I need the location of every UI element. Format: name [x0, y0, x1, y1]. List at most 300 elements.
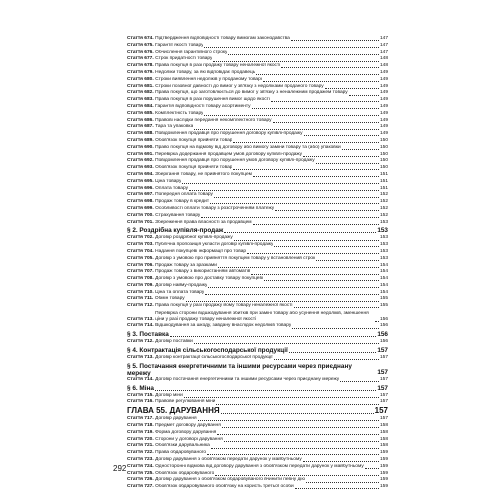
article-title: Договір дарування з обов'язком обдаровуваного вчинити певну дію	[155, 477, 305, 483]
article-title: Предмет договору дарування	[155, 423, 221, 429]
entry-page: 147	[379, 36, 388, 41]
toc-entry	[127, 450, 388, 457]
toc-entry	[127, 131, 388, 138]
article-number: Стаття 720.	[127, 436, 154, 442]
article-title: Договір роздрібної купівлі-продажу	[155, 235, 233, 241]
article-number: Стаття 675.	[127, 42, 154, 48]
toc-entry	[127, 242, 388, 249]
article-number: Стаття 684.	[127, 103, 154, 109]
section-title: § 4. Контрактація сільськогосподарської продукції	[127, 347, 288, 355]
entry-page: 157	[379, 392, 388, 398]
article-title: Повідомлення продавця про порушення умов договору купівлі-продажу	[155, 158, 315, 164]
dot-leader	[316, 163, 379, 164]
entry-page: 157	[379, 399, 388, 405]
article-title: Право покупця на відмову від договору або вимогу заміни товару та (або) упаковки	[155, 144, 341, 150]
toc-entry	[127, 393, 388, 400]
dot-leader	[281, 67, 379, 68]
article-title: Права покупця, що заготовлюється до вимог у зв'язку з неналежним продажем товару	[155, 90, 348, 96]
article-title: Договір поставки	[155, 339, 193, 345]
toc-entry	[127, 269, 388, 276]
article-title: Права покупця в разі продажу товару неналежної якості	[155, 63, 281, 69]
article-title: Попередня оплата товару	[155, 192, 213, 198]
toc-entry	[127, 477, 388, 484]
dot-leader	[222, 427, 379, 428]
article-number: Стаття 703.	[127, 242, 154, 248]
article-number: Стаття 712.	[127, 303, 154, 309]
toc-entry	[127, 399, 388, 406]
article-number: Стаття 690.	[127, 144, 154, 150]
dot-leader	[303, 156, 379, 157]
entry-page: 152	[379, 212, 388, 218]
entry-page: 159	[379, 470, 388, 476]
entry-page: 149	[379, 124, 388, 130]
article-title: Збереження права власності за продавцем	[155, 219, 252, 225]
chapter-page: 157	[374, 406, 388, 416]
dot-leader	[256, 74, 379, 75]
dot-leader	[234, 240, 379, 241]
toc-entry	[127, 283, 388, 290]
entry-page: 149	[379, 131, 388, 137]
entry-page: 152	[379, 205, 388, 211]
article-number: Стаття 714.	[127, 376, 154, 382]
article-number: Стаття 682.	[127, 90, 154, 96]
article-title: Гарантія відповідності товару асортименту	[155, 103, 251, 109]
dot-leader	[247, 253, 379, 254]
toc-entry	[127, 303, 388, 310]
article-title: Договір з умовою про прийняття покупцем товару у встановлений строк	[155, 255, 316, 261]
dot-leader	[233, 142, 379, 143]
article-title: Договір міни	[155, 392, 183, 398]
article-number: Стаття 701.	[127, 219, 154, 225]
toc-entry	[127, 36, 388, 43]
article-title: Надання покупцеві інформації про товар	[155, 248, 247, 254]
article-title: Страхування товару	[155, 212, 201, 218]
toc-entry	[127, 464, 388, 471]
dot-leader	[214, 197, 379, 198]
toc-entry	[127, 77, 388, 84]
article-number: Стаття 706.	[127, 262, 154, 268]
entry-page: 159	[379, 457, 388, 463]
article-title: Строки позовної давності до вимог у зв'язку з недоліками проданого товару	[155, 83, 324, 89]
entry-page: 156	[379, 316, 388, 322]
toc-entry	[127, 90, 388, 97]
article-number: Стаття 717.	[127, 416, 154, 422]
toc-entry	[127, 43, 388, 50]
dot-leader	[273, 122, 379, 123]
toc-entry	[127, 457, 388, 464]
article-title: Права обдаровуваного	[155, 450, 207, 456]
article-number: Стаття 680.	[127, 76, 154, 82]
dot-leader	[170, 336, 377, 337]
dot-leader	[201, 217, 379, 218]
toc-entry	[127, 323, 388, 330]
dot-leader	[216, 404, 379, 405]
dot-leader	[228, 54, 379, 55]
article-number: Стаття 725.	[127, 470, 154, 476]
article-title: Обов'язок покупця прийняти товар	[155, 137, 233, 143]
toc-entry	[127, 437, 388, 444]
toc-entry	[127, 84, 388, 91]
article-number: Стаття 714.	[127, 323, 154, 329]
entry-page: 155	[379, 296, 388, 302]
article-number: Стаття 721.	[127, 443, 154, 449]
toc-entry	[127, 138, 388, 145]
article-title: Перевірка сторони відшкодування збитків при заміні товару або усунення недоліків, зменшення ціни у разі продажу товару неналежної якості	[155, 311, 369, 323]
dot-leader	[274, 359, 379, 360]
dot-leader	[275, 210, 379, 211]
article-title: Комплектність товару	[155, 110, 204, 116]
dot-leader	[295, 488, 379, 489]
toc-entry	[127, 179, 388, 186]
entry-page: 147	[379, 42, 388, 48]
dot-leader	[291, 40, 379, 41]
article-number: Стаття 679.	[127, 69, 154, 75]
toc-entry	[127, 124, 388, 131]
entry-page: 156	[379, 323, 388, 329]
entry-page: 159	[379, 463, 388, 469]
entry-page: 149	[379, 117, 388, 123]
article-title: Оплата товару	[155, 185, 188, 191]
article-title: Права покупця у разі продажу йому товару неналежної якості	[155, 303, 293, 309]
entry-page: 153	[379, 242, 388, 248]
toc-chapter	[127, 406, 388, 416]
toc-entry	[127, 355, 388, 362]
article-number: Стаття 700.	[127, 212, 154, 218]
entry-page: 150	[379, 137, 388, 143]
article-number: Стаття 712.	[127, 339, 154, 345]
article-title: Договір дарування з обов'язком передати дарунок у майбутньому	[155, 457, 302, 463]
article-title: Сторони у договорі дарування	[155, 436, 223, 442]
dot-leader	[221, 413, 374, 414]
dot-leader	[211, 448, 379, 449]
entry-page: 153	[379, 235, 388, 241]
entry-page: 158	[379, 443, 388, 449]
toc-section	[127, 362, 388, 377]
entry-page: 154	[379, 276, 388, 282]
entry-page: 155	[379, 303, 388, 309]
section-page: 153	[377, 227, 388, 235]
dot-leader	[213, 61, 379, 62]
article-number: Стаття 697.	[127, 192, 154, 198]
entry-page: 149	[379, 83, 388, 89]
toc-entry	[127, 145, 388, 152]
dot-leader	[365, 468, 379, 469]
dot-leader	[289, 352, 377, 353]
dot-leader	[252, 108, 379, 109]
article-title: Договір контрактації сільськогосподарської продукції	[155, 355, 273, 361]
entry-page: 153	[379, 248, 388, 254]
section-title: § 3. Поставка	[127, 331, 169, 339]
article-number: Стаття 677.	[127, 56, 154, 62]
toc-section	[127, 346, 388, 355]
entry-page: 152	[379, 199, 388, 205]
dot-leader	[205, 294, 379, 295]
article-title: Продаж товару за зразками	[155, 262, 217, 268]
toc-entry	[127, 423, 388, 430]
article-title: Строки виявлення недоліків у проданому товарі	[155, 76, 262, 82]
article-title: Продаж товару в кредит	[155, 199, 210, 205]
article-number: Стаття 686.	[127, 117, 154, 123]
article-title: Недоліки товару, за які відповідає продавець	[155, 69, 256, 75]
toc-entry	[127, 56, 388, 63]
dot-leader	[198, 420, 379, 421]
toc-entry	[127, 104, 388, 111]
article-number: Стаття 691.	[127, 151, 154, 157]
article-title: Ціна товару	[155, 178, 182, 184]
entry-page: 159	[379, 477, 388, 483]
entry-page: 150	[379, 144, 388, 150]
toc-entry	[127, 50, 388, 57]
article-number: Стаття 702.	[127, 235, 154, 241]
section-page: 156	[377, 331, 388, 339]
entry-page: 150	[379, 158, 388, 164]
dot-leader	[184, 397, 379, 398]
dot-leader	[204, 115, 379, 116]
entry-page: 148	[379, 63, 388, 69]
article-title: Односторонні відмова від договору дарування з обов'язком передати дарунок у майбутньому	[155, 463, 364, 469]
entry-page: 149	[379, 103, 388, 109]
entry-page: 154	[379, 289, 388, 295]
entry-page: 149	[379, 90, 388, 96]
page-number: 292	[113, 464, 127, 473]
entry-page: 150	[379, 165, 388, 171]
dot-leader	[349, 95, 379, 96]
dot-leader	[224, 232, 376, 233]
dot-leader	[271, 101, 379, 102]
article-title: Правові наслідки передання некомплектного товару	[155, 117, 272, 123]
article-number: Стаття 723.	[127, 457, 154, 463]
toc-section	[127, 330, 388, 339]
article-number: Стаття 704.	[127, 248, 154, 254]
article-title: Договір дарування	[155, 416, 197, 422]
dot-leader	[207, 454, 379, 455]
dot-leader	[218, 267, 379, 268]
section-page: 157	[377, 347, 388, 355]
article-number: Стаття 688.	[127, 131, 154, 137]
dot-leader	[155, 390, 376, 391]
entry-page: 158	[379, 429, 388, 435]
article-title: Перевірка додержання продавцем умов договору купівлі-продажу	[155, 151, 303, 157]
article-title: Правове регулювання міни	[155, 399, 216, 405]
article-number: Стаття 695.	[127, 178, 154, 184]
article-title: Договір з умовою про доставку товару покупцеві	[155, 276, 264, 282]
dot-leader	[253, 176, 379, 177]
toc-section	[127, 384, 388, 393]
article-title: Тара та упаковка	[155, 124, 194, 130]
dot-leader	[210, 203, 379, 204]
article-number: Стаття 708.	[127, 276, 154, 282]
toc-entry	[127, 276, 388, 283]
article-title: Зберігання товару, не прийнятого покупцем	[155, 171, 252, 177]
article-title: Обов'язок обдаровуваного обов'язку на користь третьої особи	[155, 484, 294, 490]
toc-entry	[127, 213, 388, 220]
toc-entry	[127, 310, 388, 323]
entry-page: 149	[379, 76, 388, 82]
dot-leader	[304, 135, 379, 136]
dot-leader	[342, 149, 379, 150]
section-page: 157	[377, 384, 388, 392]
article-number: Стаття 707.	[127, 269, 154, 275]
dot-leader	[274, 246, 379, 247]
article-number: Стаття 674.	[127, 36, 154, 41]
article-number: Стаття 713.	[127, 316, 154, 322]
article-number: Стаття 696.	[127, 185, 154, 191]
article-title: Повідомлення продавця про порушення договору купівлі-продажу	[155, 131, 303, 137]
article-title: Форма договору дарування	[155, 429, 217, 435]
article-number: Стаття 685.	[127, 110, 154, 116]
entry-page: 154	[379, 262, 388, 268]
article-title: Строк придатності товару	[155, 56, 213, 62]
article-number: Стаття 676.	[127, 49, 154, 55]
entry-page: 158	[379, 423, 388, 429]
toc-entry	[127, 70, 388, 77]
article-title: Підтвердження відповідності товару вимогам законодавства	[155, 36, 290, 41]
entry-page: 149	[379, 69, 388, 75]
article-number: Стаття 698.	[127, 199, 154, 205]
article-number: Стаття 689.	[127, 137, 154, 143]
entry-page: 147	[379, 49, 388, 55]
article-title: Договір постачання енергетичними та іншими ресурсами через приєднану мережу	[155, 376, 340, 382]
section-title: § 2. Роздрібна купівля-продаж	[127, 227, 224, 235]
toc-section	[127, 226, 388, 235]
entry-page: 154	[379, 282, 388, 288]
article-title: Відшкодування за шкоду, завдану внаслідок недоліків товару	[155, 323, 292, 329]
dot-leader	[217, 434, 379, 435]
article-title: Особливості оплати товару з розстроченням платежу	[155, 205, 275, 211]
toc-entry	[127, 220, 388, 227]
article-number: Стаття 693.	[127, 165, 154, 171]
entry-page: 151	[379, 178, 388, 184]
entry-page: 157	[379, 376, 388, 382]
article-number: Стаття 681.	[127, 83, 154, 89]
article-number: Стаття 709.	[127, 282, 154, 288]
article-number: Стаття 687.	[127, 124, 154, 130]
dot-leader	[233, 169, 379, 170]
dot-leader	[215, 475, 379, 476]
dot-leader	[251, 274, 379, 275]
dot-leader	[194, 129, 379, 130]
article-number: Стаття 719.	[127, 429, 154, 435]
article-number: Стаття 699.	[127, 205, 154, 211]
entry-page: 151	[379, 171, 388, 177]
article-number: Стаття 710.	[127, 289, 154, 295]
toc-entry	[127, 172, 388, 179]
article-number: Стаття 716.	[127, 399, 154, 405]
article-number: Стаття 711.	[127, 296, 154, 302]
section-title: § 5. Постачання енергетичними та іншими ресурсами через приєднану мережу	[127, 362, 352, 377]
dot-leader	[340, 381, 379, 382]
toc-entry	[127, 471, 388, 478]
article-title: Обчислення гарантійного строку	[155, 49, 228, 55]
article-title: Обов'язок покупця прийняти товар	[155, 165, 233, 171]
toc-entry	[127, 484, 388, 491]
entry-page: 159	[379, 450, 388, 456]
article-number: Стаття 715.	[127, 392, 154, 398]
entry-page: 159	[379, 484, 388, 490]
dot-leader	[186, 301, 379, 302]
toc-entry	[127, 186, 388, 193]
toc-entry	[127, 443, 388, 450]
entry-page: 153	[379, 219, 388, 225]
toc-entry	[127, 430, 388, 437]
section-title: § 6. Міна	[127, 384, 154, 392]
article-title: Обмін товару	[154, 296, 185, 302]
toc-entry	[127, 339, 388, 346]
toc-entry	[127, 158, 388, 165]
toc-entry	[127, 249, 388, 256]
chapter-title: ГЛАВА 55. ДАРУВАННЯ	[127, 406, 220, 416]
article-number: Стаття 718.	[127, 423, 154, 429]
toc-entry	[127, 235, 388, 242]
toc-entry	[127, 377, 388, 384]
dot-leader	[375, 321, 379, 322]
dot-leader	[194, 343, 379, 344]
entry-page: 150	[379, 151, 388, 157]
article-number: Стаття 678.	[127, 63, 154, 69]
entry-page: 156	[379, 339, 388, 345]
article-number: Стаття 692.	[127, 158, 154, 164]
entry-page: 158	[379, 436, 388, 442]
dot-leader	[182, 183, 379, 184]
table-of-contents	[127, 36, 388, 491]
article-title: Договір найму-продажу	[155, 282, 208, 288]
toc-entry	[127, 296, 388, 303]
article-number: Стаття 726.	[127, 477, 154, 483]
toc-entry	[127, 97, 388, 104]
toc-entry	[127, 152, 388, 159]
article-number: Стаття 683.	[127, 97, 154, 103]
article-number: Стаття 713.	[127, 355, 154, 361]
entry-page: 151	[379, 185, 388, 191]
article-title: Продаж товару з використанням автоматів	[155, 269, 251, 275]
toc-entry	[127, 290, 388, 297]
article-number: Стаття 705.	[127, 255, 154, 261]
toc-entry	[127, 192, 388, 199]
dot-leader	[316, 260, 379, 261]
dot-leader	[189, 190, 379, 191]
entry-page: 148	[379, 56, 388, 62]
article-number: Стаття 694.	[127, 171, 154, 177]
toc-entry	[127, 199, 388, 206]
toc-entry	[127, 111, 388, 118]
dot-leader	[325, 88, 379, 89]
toc-entry	[127, 165, 388, 172]
entry-page: 157	[379, 355, 388, 361]
toc-entry	[127, 118, 388, 125]
dot-leader	[294, 307, 379, 308]
entry-page: 152	[379, 192, 388, 198]
article-title: Права покупця в разі порушення вимог щодо якості	[155, 97, 270, 103]
entry-page: 149	[379, 110, 388, 116]
article-title: Гарантії якості товару	[155, 42, 204, 48]
toc-entry	[127, 206, 388, 213]
toc-entry	[127, 63, 388, 70]
entry-page: 154	[379, 269, 388, 275]
dot-leader	[264, 280, 379, 281]
dot-leader	[224, 441, 379, 442]
section-page: 157	[377, 368, 388, 376]
dot-leader	[253, 224, 379, 225]
toc-entry	[127, 416, 388, 423]
entry-page: 157	[379, 416, 388, 422]
dot-leader	[306, 482, 379, 483]
article-title: Обов'язки дарувальника	[155, 443, 210, 449]
entry-page: 149	[379, 97, 388, 103]
dot-leader	[292, 328, 379, 329]
entry-page: 153	[379, 255, 388, 261]
article-number: Стаття 724.	[127, 463, 154, 469]
dot-leader	[263, 81, 379, 82]
